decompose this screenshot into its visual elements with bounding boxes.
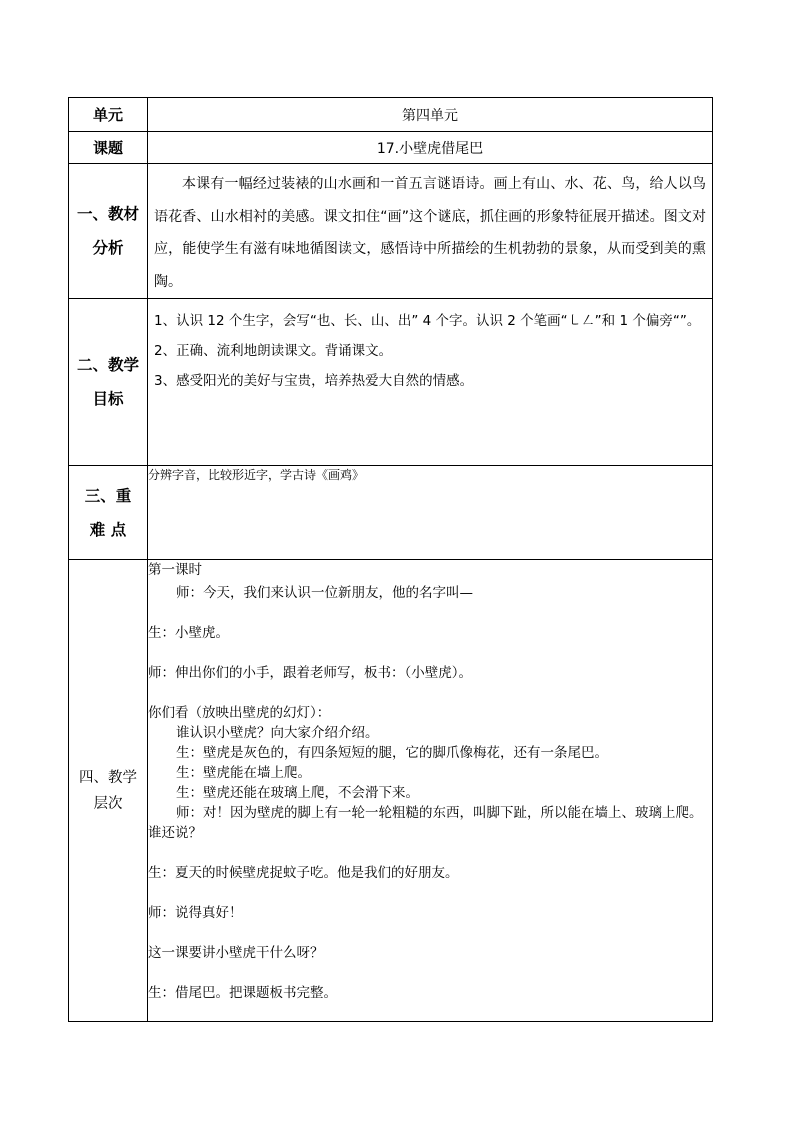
dialogue-line-5: 谁认识小壁虎？向大家介绍介绍。: [176, 725, 379, 741]
goals-label-line2: 目标: [92, 390, 124, 408]
goals-label: [69, 299, 148, 466]
key-label-line2: 难 点: [89, 520, 127, 539]
process-label-line1: 四、教学: [79, 769, 137, 786]
goals-row: [69, 299, 713, 466]
dialogue-line-11: 师：说得真好！: [148, 905, 243, 921]
analysis-label: [69, 164, 148, 299]
analysis-text: 本课有一幅经过装裱的山水画和一首五言谜语诗。画上有山、水、花、鸟，给人以鸟语花香、山水相衬的美感。课文扣住“画”这个谜底，抓住画的形象特征展开描述。图文对应，能使学生有滋有味地循图读文，感悟诗中所描绘的生机勃勃的景象，从而受到美的熏陶。: [154, 176, 706, 290]
analysis-label-line1: 一、教材: [76, 205, 139, 223]
dialogue-line-9: 师：对！因为壁虎的脚上有一轮一轮粗糙的东西，叫脚下趾，所以能在墙上、玻璃上爬。谁还说？: [148, 805, 703, 841]
analysis-label-line2: 分析: [92, 239, 124, 257]
process-row: [69, 560, 713, 1022]
dialogue-line-12: 这一课要讲小壁虎干什么呀？: [148, 945, 324, 961]
dialogue-line-4: 你们看（放映出壁虎的幻灯）：: [148, 705, 331, 721]
process-label-line2: 层次: [93, 795, 123, 812]
key-label: [69, 466, 148, 560]
goals-cell: [148, 299, 713, 466]
dialogue-line-6: 生：壁虎是灰色的，有四条短短的腿，它的脚爪像梅花，还有一条尾巴。: [176, 745, 608, 761]
dialogue-line-3: 师：伸出你们的小手，跟着老师写，板书：（小壁虎）。: [148, 665, 472, 681]
dialogue-line-8: 生：壁虎还能在玻璃上爬，不会滑下来。: [176, 785, 419, 801]
goal-item-2: 2、正确、流利地朗读课文。背诵课文。: [154, 343, 393, 359]
process-label: [69, 560, 148, 1022]
analysis-cell: [148, 164, 713, 299]
topic-row: [69, 132, 713, 164]
dialogue-line-1: 师：今天，我们来认识一位新朋友，他的名字叫—: [176, 585, 473, 601]
key-text: 分辨字音，比较形近字，学古诗《画鸡》: [148, 466, 713, 560]
unit-label: 单元: [69, 98, 148, 132]
dialogue-line-13: 生：借尾巴。把课题板书完整。: [148, 985, 337, 1001]
key-label-line1: 三、重: [84, 486, 132, 505]
lesson-title: 第一课时: [148, 562, 202, 578]
goal-item-1: 1、认识 12 个生字，会写“也、长、山、出” 4 个字。认识 2 个笔画“㇄㇜”和 1 个偏旁“”。: [154, 313, 701, 329]
lesson-plan-table: [68, 97, 713, 1022]
goal-item-3: 3、感受阳光的美好与宝贵，培养热爱大自然的情感。: [154, 373, 474, 389]
dialogue-line-10: 生：夏天的时候壁虎捉蚊子吃。他是我们的好朋友。: [148, 865, 459, 881]
topic-value: 17.小壁虎借尾巴: [148, 132, 713, 164]
unit-value: 第四单元: [148, 98, 713, 132]
key-row: [69, 466, 713, 560]
analysis-row: [69, 164, 713, 299]
topic-label: 课题: [69, 132, 148, 164]
process-cell: [148, 560, 713, 1022]
dialogue-line-7: 生：壁虎能在墙上爬。: [176, 765, 311, 781]
dialogue-line-2: 生：小壁虎。: [148, 625, 229, 641]
unit-row: [69, 98, 713, 132]
goals-label-line1: 二、教学: [76, 356, 139, 374]
